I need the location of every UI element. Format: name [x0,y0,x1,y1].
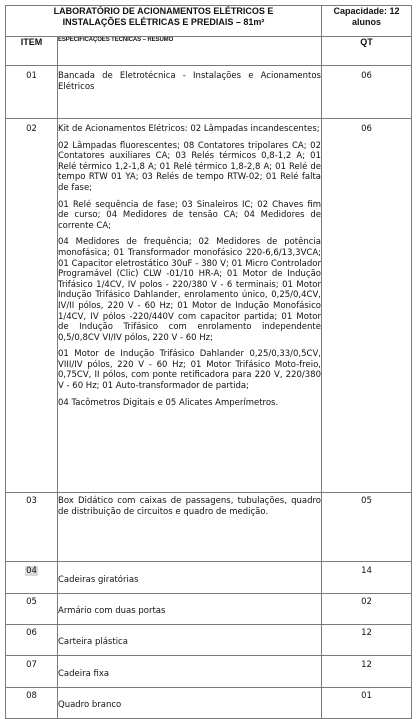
item-number-text: 03 [26,496,37,506]
item-number [6,656,58,688]
item-quantity: 01 [322,688,412,719]
item-quantity: 12 [322,625,412,656]
item-number [6,66,58,119]
item-number-text: 06 [26,628,37,638]
item-description [58,656,322,688]
item-number [6,688,58,719]
table-row [6,688,412,719]
item-description [58,119,322,493]
item-quantity: 06 [322,66,412,119]
item-quantity: 12 [322,656,412,688]
lab-title-line1: LABORATÓRIO DE ACIONAMENTOS ELÉTRICOS E [53,6,274,16]
item-number [6,119,58,493]
item-description [58,493,322,562]
capacity-cell [322,6,412,37]
table-row [6,119,412,493]
item-description [58,594,322,625]
description-paragraph: Carteira plástica [58,636,128,647]
description-paragraph: Kit de Acionamentos Elétricos: 02 Lâmpadas incandescentes; [58,124,320,134]
item-number-text: 02 [26,124,37,134]
description-paragraph: Quadro branco [58,699,122,710]
lab-title-line2: INSTALAÇÕES ELÉTRICAS E PREDIAIS – 81m² [62,17,265,27]
item-number [6,625,58,656]
description-paragraph: 01 Relé sequência de fase; 03 Sinaleiros IC; 02 Chaves fim de curso; 04 Medidores de tensão CA; 04 Medidores de corrente CA; [58,199,321,231]
table-row [6,625,412,656]
table-row [6,66,412,119]
item-quantity: 06 [322,119,412,493]
description-paragraph: Armário com duas portas [58,605,166,616]
capacity-line2: alunos [351,17,381,27]
item-quantity: 05 [322,493,412,562]
item-number-text: 04 [26,566,37,576]
item-number-text: 08 [26,691,37,701]
description-paragraph: Box Didático com caixas de passagens, tubulações, quadro de distribuição de circuitos e quadro de medição. [58,496,321,517]
capacity-line1: Capacidade: 12 [333,6,400,16]
item-description [58,66,322,119]
equipment-spec-table [5,5,412,719]
item-description [58,625,322,656]
item-number [6,594,58,625]
col-header-item: ITEM [6,37,58,66]
item-number [6,493,58,562]
description-paragraph: Cadeira fixa [58,668,110,679]
description-paragraph: 04 Tacômetros Digitais e 05 Alicates Amperímetros. [58,397,279,408]
table-row [6,562,412,594]
item-number [6,562,58,594]
table-row [6,493,412,562]
table-row [6,594,412,625]
item-quantity: 14 [322,562,412,594]
lab-title [6,6,322,37]
table-row [6,656,412,688]
item-number-text: 05 [26,597,37,607]
col-header-spec: ESPECIFICAÇÕES TÉCNICAS – RESUMO [58,37,322,66]
item-number-text: 01 [26,71,37,81]
item-description [58,688,322,719]
col-header-qt: QT [322,37,412,66]
description-paragraph: Cadeiras giratórias [58,574,139,585]
column-header-row [6,37,412,66]
description-paragraph: 01 Motor de Indução Trifásico Dahlander 0,25/0,33/0,5CV, VIII/IV pólos, 220 V - 60 Hz; 01 Motor Trifásico Moto-freio, 0,75CV, II pólos, com ponte retificadora para 220 V, 220/380 V - 60 Hz; 01 Auto-transformador de partida; [58,349,321,392]
item-quantity: 02 [322,594,412,625]
item-number-text: 07 [26,660,37,670]
description-paragraph: Bancada de Eletrotécnica - Instalações e Acionamentos Elétricos [58,71,321,92]
item-description [58,562,322,594]
description-paragraph: 02 Lâmpadas fluorescentes; 08 Contatores tripolares CA; 02 Contatores auxiliares CA; 03 Relés térmicos 0,8-1,2 A; 01 Relé térmico 1,2-1,8 A; 01 Relé térmico 1,8-2,8 A; 01 Relé de tempo RTW 01 YA; 03 Relés de tempo RTW-02; 01 Relé falta de fase; [58,140,321,193]
title-row [6,6,412,37]
description-paragraph: 04 Medidores de frequência; 02 Medidores de potência monofásica; 01 Transformador monofásico 220-6,6/13,3VCA; 01 Capacitor eletrostático 30uF - 380 V; 01 Micro Controlador Programável (Clic) CLW -01/10 HR-A; 01 Motor de Indução Trifásico 1/4CV, IV polos - 220/380 V - 6 terminais; 01 Motor Indução Trifásico Dahlander, enrolamento único, 0,25/0,4CV, IV/II pólos, 220 V - 60 Hz; 01 Motor de Indução Monofásico 1/4CV, IV pólos -220/440V com capacitor partida; 01 Motor de Indução Trifásico com enrolamento independente 0,5/0,8CV VI/IV pólos, 220 V - 60 Hz; [58,237,321,343]
